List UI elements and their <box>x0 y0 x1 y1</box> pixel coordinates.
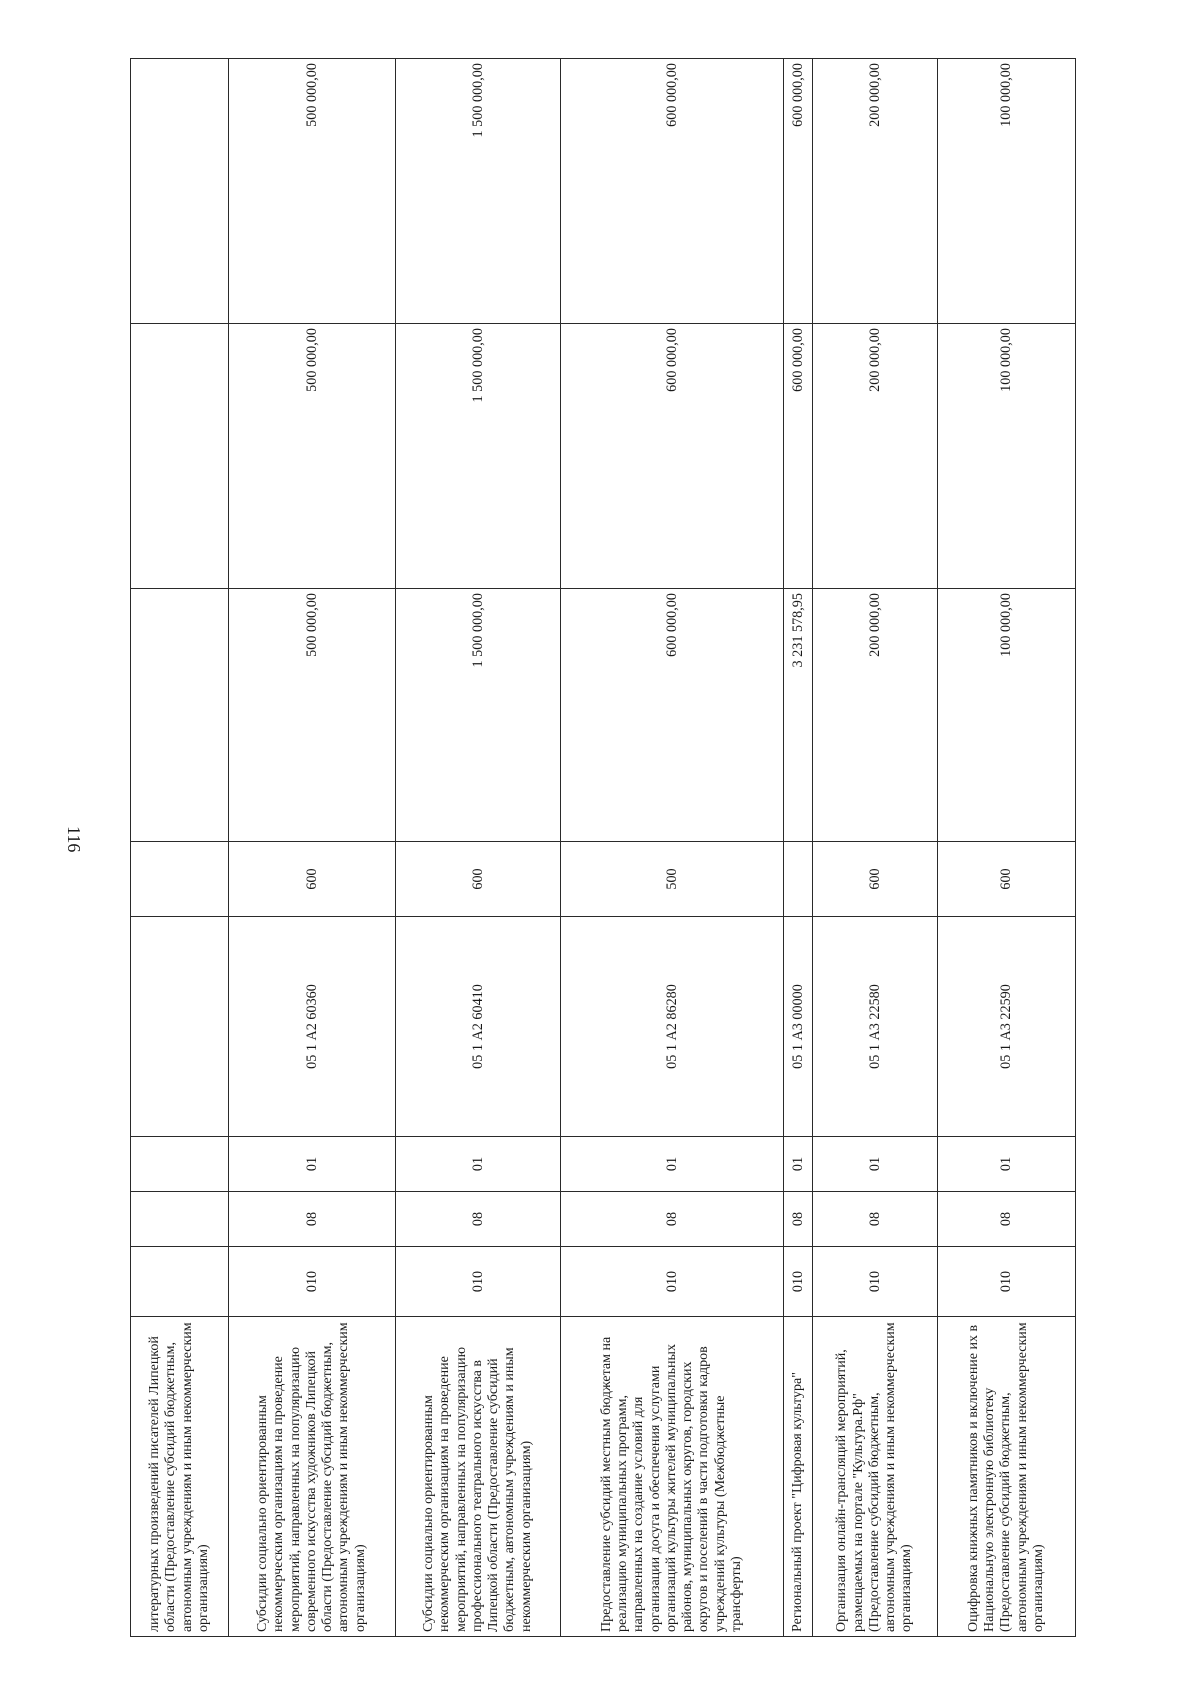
row-description: Субсидии социально ориентированным некоммерческим организациям на проведение мероприятий, направленных на популяризацию профессионального театрального искусства в Липецкой области (Предоставление субсидий бюджетным, автономным учреждениям и иным некоммерческим организациям) <box>396 1317 561 1637</box>
page-number: 116 <box>64 826 84 853</box>
row-target-article: 05 1 А2 60360 <box>229 917 396 1137</box>
row-amount-3: 100 000,00 <box>938 59 1076 324</box>
row-department-code: 010 <box>813 1247 938 1317</box>
row-subsection-code: 01 <box>229 1137 396 1192</box>
row-amount-3: 200 000,00 <box>813 59 938 324</box>
table-row <box>561 59 784 1637</box>
row-expense-type: 500 <box>561 842 784 917</box>
row-amount-1: 3 231 578,95 <box>784 589 813 842</box>
row-target-article: 05 1 А2 86280 <box>561 917 784 1137</box>
row-subsection-code: 01 <box>813 1137 938 1192</box>
row-target-article: 05 1 А2 60410 <box>396 917 561 1137</box>
row-department-code: 010 <box>561 1247 784 1317</box>
row-expense-type: 600 <box>396 842 561 917</box>
row-amount-2: 200 000,00 <box>813 324 938 589</box>
row-subsection-code: 01 <box>396 1137 561 1192</box>
row-expense-type <box>784 842 813 917</box>
row-department-code: 010 <box>784 1247 813 1317</box>
row-expense-type: 600 <box>229 842 396 917</box>
row-section-code: 08 <box>396 1192 561 1247</box>
row-subsection-code: 01 <box>784 1137 813 1192</box>
row-subsection-code: 01 <box>938 1137 1076 1192</box>
table-row <box>396 59 561 1637</box>
row-amount-2 <box>131 324 229 589</box>
row-amount-3: 500 000,00 <box>229 59 396 324</box>
row-section-code: 08 <box>229 1192 396 1247</box>
row-amount-3 <box>131 59 229 324</box>
row-amount-2: 500 000,00 <box>229 324 396 589</box>
row-amount-1: 1 500 000,00 <box>396 589 561 842</box>
row-department-code <box>131 1247 229 1317</box>
row-target-article: 05 1 А3 22590 <box>938 917 1076 1137</box>
row-expense-type <box>131 842 229 917</box>
budget-table-container <box>130 59 1075 1637</box>
row-amount-2: 100 000,00 <box>938 324 1076 589</box>
table-row <box>938 59 1076 1637</box>
table-row <box>229 59 396 1637</box>
row-expense-type: 600 <box>938 842 1076 917</box>
row-amount-1: 600 000,00 <box>561 589 784 842</box>
row-amount-2: 600 000,00 <box>784 324 813 589</box>
row-description: Оцифровка книжных памятников и включение их в Национальную электронную библиотеку (Предоставление субсидий бюджетным, автономным учреждениям и иным некоммерческим организациям) <box>938 1317 1076 1637</box>
row-section-code: 08 <box>813 1192 938 1247</box>
row-amount-2: 600 000,00 <box>561 324 784 589</box>
row-department-code: 010 <box>229 1247 396 1317</box>
row-subsection-code: 01 <box>561 1137 784 1192</box>
row-amount-2: 1 500 000,00 <box>396 324 561 589</box>
table-row <box>131 59 229 1637</box>
row-department-code: 010 <box>938 1247 1076 1317</box>
row-section-code: 08 <box>938 1192 1076 1247</box>
table-row <box>784 59 813 1637</box>
budget-table <box>130 58 1076 1637</box>
row-target-article: 05 1 А3 22580 <box>813 917 938 1137</box>
row-section-code: 08 <box>561 1192 784 1247</box>
row-section-code: 08 <box>784 1192 813 1247</box>
row-amount-3: 1 500 000,00 <box>396 59 561 324</box>
row-description: Региональный проект "Цифровая культура" <box>784 1317 813 1637</box>
row-amount-3: 600 000,00 <box>784 59 813 324</box>
row-amount-1: 500 000,00 <box>229 589 396 842</box>
row-department-code: 010 <box>396 1247 561 1317</box>
row-target-article: 05 1 А3 00000 <box>784 917 813 1137</box>
row-subsection-code <box>131 1137 229 1192</box>
table-row <box>813 59 938 1637</box>
row-description: Организация онлайн-трансляций мероприятий, размещаемых на портале "Культура.Рф" (Предоставление субсидий бюджетным, автономным учреждениям и иным некоммерческим организациям) <box>813 1317 938 1637</box>
row-description: Предоставление субсидий местным бюджетам на реализацию муниципальных программ, направленных на создание условий для организации досуга и обеспечения услугами организаций культуры жителей муниципальных районов, муниципальных округов, городских округов и поселений в части подготовки кадров учреждений культуры (Межбюджетные трансферты) <box>561 1317 784 1637</box>
row-description: литературных произведений писателей Липецкой области (Предоставление субсидий бюджетным, автономным учреждениям и иным некоммерческим организациям) <box>131 1317 229 1637</box>
row-description: Субсидии социально ориентированным некоммерческим организациям на проведение мероприятий, направленных на популяризацию современного искусства художников Липецкой области (Предоставление субсидий бюджетным, автономным учреждениям и иным некоммерческим организациям) <box>229 1317 396 1637</box>
row-amount-1: 100 000,00 <box>938 589 1076 842</box>
row-expense-type: 600 <box>813 842 938 917</box>
row-section-code <box>131 1192 229 1247</box>
row-amount-1: 200 000,00 <box>813 589 938 842</box>
row-target-article <box>131 917 229 1137</box>
row-amount-1 <box>131 589 229 842</box>
row-amount-3: 600 000,00 <box>561 59 784 324</box>
